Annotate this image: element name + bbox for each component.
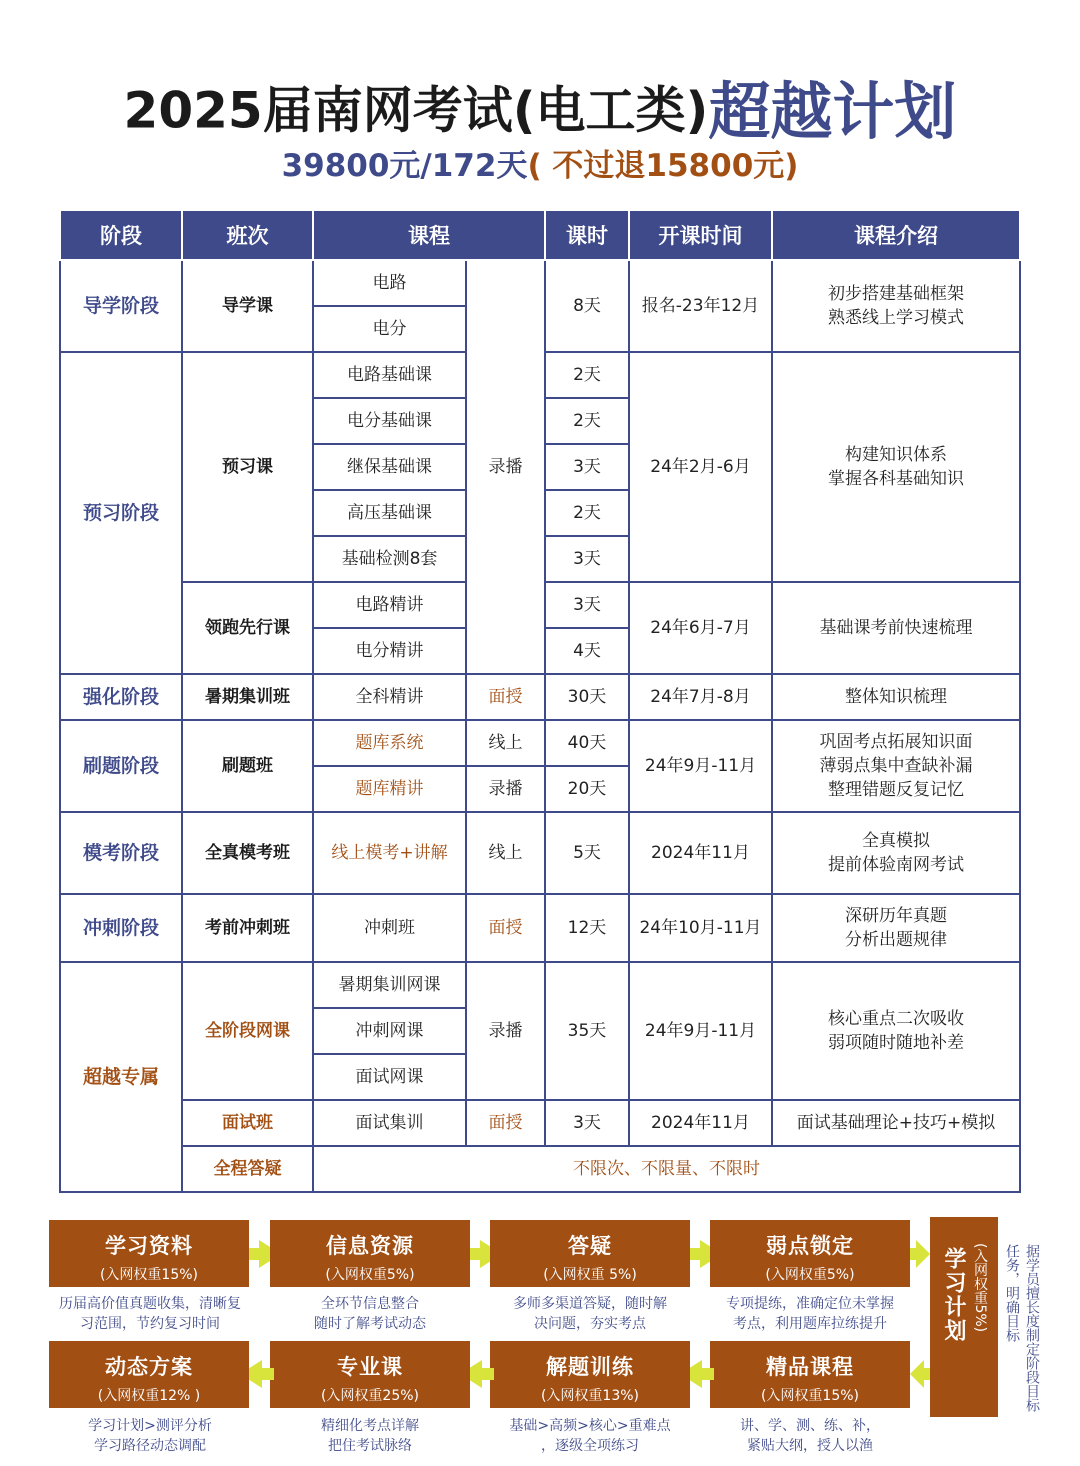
flow-desc bbox=[700, 1294, 920, 1334]
mode-cell: 录播 bbox=[466, 260, 545, 674]
table-header-row bbox=[60, 210, 1020, 260]
hours-cell: 40天 bbox=[545, 720, 629, 766]
flow-desc bbox=[260, 1416, 480, 1456]
class-cell: 面试班 bbox=[182, 1100, 313, 1146]
box-weight: (入网权重12% ) bbox=[97, 1388, 201, 1404]
hours-cell: 3天 bbox=[545, 1100, 629, 1146]
header-intro: 课程介绍 bbox=[772, 210, 1020, 260]
table-row bbox=[60, 894, 1020, 962]
course-cell: 电路 bbox=[313, 260, 466, 306]
title-accent: 超越计划 bbox=[708, 75, 957, 148]
course-cell: 电分精讲 bbox=[313, 628, 466, 674]
intro-line: 构建知识体系 bbox=[845, 445, 947, 465]
intro-cell bbox=[772, 352, 1020, 582]
course-cell: 高压基础课 bbox=[313, 490, 466, 536]
hours-cell: 3天 bbox=[545, 536, 629, 582]
class-cell: 考前冲刺班 bbox=[182, 894, 313, 962]
title-main: 2025届南网考试(电工类) bbox=[123, 81, 709, 140]
desc-line: 历届高价值真题收集，清晰复 bbox=[59, 1296, 241, 1312]
date-cell: 24年9月-11月 bbox=[629, 962, 772, 1100]
box-title: 精品课程 bbox=[766, 1355, 854, 1379]
flow-box-plan bbox=[930, 1217, 998, 1417]
schedule-table bbox=[59, 209, 1021, 1193]
course-cell: 电路基础课 bbox=[313, 352, 466, 398]
box-title: 答疑 bbox=[568, 1234, 612, 1258]
stage-cell: 预习阶段 bbox=[60, 352, 182, 674]
mode-cell: 面授 bbox=[466, 674, 545, 720]
stage-cell: 模考阶段 bbox=[60, 812, 182, 894]
box-weight: (入网权重15%) bbox=[760, 1388, 860, 1404]
intro-cell bbox=[772, 812, 1020, 894]
hours-cell: 2天 bbox=[545, 398, 629, 444]
stage-cell: 导学阶段 bbox=[60, 260, 182, 352]
intro-cell: 整体知识梳理 bbox=[772, 674, 1020, 720]
class-cell: 导学课 bbox=[182, 260, 313, 352]
stage-cell: 冲刺阶段 bbox=[60, 894, 182, 962]
course-cell: 电路精讲 bbox=[313, 582, 466, 628]
stage-cell: 超越专属 bbox=[60, 962, 182, 1192]
box-weight: (入网权重15%) bbox=[99, 1267, 199, 1283]
mode-cell: 录播 bbox=[466, 766, 545, 812]
desc-line: 考点，利用题库拉练提升 bbox=[733, 1316, 887, 1332]
page-title bbox=[0, 62, 1080, 151]
flow-box-quality bbox=[710, 1341, 910, 1408]
class-cell: 刷题班 bbox=[182, 720, 313, 812]
flow-box-qa bbox=[490, 1220, 690, 1287]
course-cell: 线上模考+讲解 bbox=[313, 812, 466, 894]
course-cell: 暑期集训网课 bbox=[313, 962, 466, 1008]
date-cell: 24年10月-11月 bbox=[629, 894, 772, 962]
price-line bbox=[0, 140, 1080, 185]
hours-cell: 35天 bbox=[545, 962, 629, 1100]
date-cell: 24年9月-11月 bbox=[629, 720, 772, 812]
hours-cell: 4天 bbox=[545, 628, 629, 674]
flow-box-solving bbox=[490, 1341, 690, 1408]
intro-line: 分析出题规律 bbox=[845, 930, 947, 950]
table-row bbox=[60, 260, 1020, 306]
course-cell: 电分 bbox=[313, 306, 466, 352]
course-cell: 题库精讲 bbox=[313, 766, 466, 812]
flow-desc bbox=[260, 1294, 480, 1334]
hours-cell: 3天 bbox=[545, 582, 629, 628]
course-cell: 面试网课 bbox=[313, 1054, 466, 1100]
intro-cell: 基础课考前快速梳理 bbox=[772, 582, 1020, 674]
intro-cell: 面试基础理论+技巧+模拟 bbox=[772, 1100, 1020, 1146]
intro-line: 熟悉线上学习模式 bbox=[828, 308, 964, 328]
price: 39800元/172天 bbox=[281, 148, 528, 184]
box-weight: (入网权重25%) bbox=[320, 1388, 420, 1404]
desc-line: 多师多渠道答疑，随时解 bbox=[513, 1296, 667, 1312]
plan-title: 学习计划 bbox=[941, 1247, 966, 1343]
header-stage: 阶段 bbox=[60, 210, 182, 260]
mode-cell: 线上 bbox=[466, 812, 545, 894]
class-cell: 领跑先行课 bbox=[182, 582, 313, 674]
table-row bbox=[60, 1100, 1020, 1146]
desc-line: 讲、学、测、练、补， bbox=[740, 1418, 880, 1434]
class-cell: 暑期集训班 bbox=[182, 674, 313, 720]
mode-cell: 面授 bbox=[466, 894, 545, 962]
desc-line: 习范围，节约复习时间 bbox=[80, 1316, 220, 1332]
hours-cell: 20天 bbox=[545, 766, 629, 812]
course-cell: 冲刺班 bbox=[313, 894, 466, 962]
intro-line: 提前体验南网考试 bbox=[828, 855, 964, 875]
mode-cell: 录播 bbox=[466, 962, 545, 1100]
flow-desc bbox=[480, 1294, 700, 1334]
desc-line: 学习计划>测评分析 bbox=[88, 1418, 212, 1434]
arrow-left-icon bbox=[482, 1368, 494, 1380]
box-title: 学习资料 bbox=[105, 1234, 193, 1258]
desc-line: 决问题，夯实考点 bbox=[534, 1316, 646, 1332]
hours-cell: 12天 bbox=[545, 894, 629, 962]
flow-desc bbox=[40, 1416, 260, 1456]
box-title: 信息资源 bbox=[326, 1234, 414, 1258]
header-course: 课程 bbox=[313, 210, 545, 260]
box-weight: (入网权重5%) bbox=[325, 1267, 415, 1283]
intro-line: 弱项随时随地补差 bbox=[828, 1033, 964, 1053]
intro-line: 整理错题反复记忆 bbox=[828, 780, 964, 800]
intro-line: 初步搭建基础框架 bbox=[828, 284, 964, 304]
plan-weight: (入网权重5%) bbox=[972, 1243, 988, 1333]
intro-line: 巩固考点拓展知识面 bbox=[819, 732, 973, 752]
table-row bbox=[60, 1146, 1020, 1192]
desc-line: ，逐级全项练习 bbox=[541, 1438, 639, 1454]
course-cell: 面试集训 bbox=[313, 1100, 466, 1146]
box-title: 解题训练 bbox=[546, 1355, 634, 1379]
flow-desc bbox=[40, 1294, 260, 1334]
desc-line: 紧贴大纲，授人以渔 bbox=[747, 1438, 873, 1454]
hours-cell: 2天 bbox=[545, 490, 629, 536]
course-cell: 基础检测8套 bbox=[313, 536, 466, 582]
flow-box-materials bbox=[49, 1220, 249, 1287]
course-cell: 冲刺网课 bbox=[313, 1008, 466, 1054]
box-title: 弱点锁定 bbox=[766, 1234, 854, 1258]
desc-line: 专项提练，准确定位未掌握 bbox=[726, 1296, 894, 1312]
arrow-left-icon bbox=[702, 1368, 714, 1380]
class-cell: 全真模考班 bbox=[182, 812, 313, 894]
stage-cell: 强化阶段 bbox=[60, 674, 182, 720]
mode-cell: 面授 bbox=[466, 1100, 545, 1146]
intro-line: 掌握各科基础知识 bbox=[828, 469, 964, 489]
table-row bbox=[60, 812, 1020, 894]
date-cell: 2024年11月 bbox=[629, 812, 772, 894]
table-row bbox=[60, 720, 1020, 766]
intro-line: 核心重点二次吸收 bbox=[828, 1009, 964, 1029]
box-weight: (入网权重5%) bbox=[765, 1267, 855, 1283]
arrow-left-icon bbox=[918, 1368, 930, 1380]
hours-cell: 5天 bbox=[545, 812, 629, 894]
date-cell: 报名-23年12月 bbox=[629, 260, 772, 352]
flow-box-dynamic bbox=[49, 1341, 249, 1408]
date-cell: 24年7月-8月 bbox=[629, 674, 772, 720]
header-hours: 课时 bbox=[545, 210, 629, 260]
desc-line: 把住考试脉络 bbox=[328, 1438, 412, 1454]
stage-cell: 刷题阶段 bbox=[60, 720, 182, 812]
intro-cell bbox=[772, 720, 1020, 812]
qa-cell: 不限次、不限量、不限时 bbox=[313, 1146, 1020, 1192]
table-row bbox=[60, 962, 1020, 1008]
class-cell: 全阶段网课 bbox=[182, 962, 313, 1100]
hours-cell: 2天 bbox=[545, 352, 629, 398]
desc-line: 随时了解考试动态 bbox=[314, 1316, 426, 1332]
desc-line: 基础>高频>核心>重难点 bbox=[509, 1418, 671, 1434]
class-cell: 预习课 bbox=[182, 352, 313, 582]
flow-box-weakpoint bbox=[710, 1220, 910, 1287]
box-title: 动态方案 bbox=[105, 1355, 193, 1379]
hours-cell: 3天 bbox=[545, 444, 629, 490]
mode-cell: 线上 bbox=[466, 720, 545, 766]
plan-desc: 据学员擅长度制定阶段目标任务，明确目标 bbox=[1004, 1244, 1040, 1412]
box-weight: (入网权重 5%) bbox=[543, 1267, 637, 1283]
flow-desc bbox=[480, 1416, 700, 1456]
hours-cell: 30天 bbox=[545, 674, 629, 720]
flow-desc bbox=[700, 1416, 920, 1456]
desc-line: 全环节信息整合 bbox=[321, 1296, 419, 1312]
flow-box-major bbox=[270, 1341, 470, 1408]
course-cell: 题库系统 bbox=[313, 720, 466, 766]
desc-line: 精细化考点详解 bbox=[321, 1418, 419, 1434]
flow-box-info bbox=[270, 1220, 470, 1287]
desc-line: 学习路径动态调配 bbox=[94, 1438, 206, 1454]
course-cell: 电分基础课 bbox=[313, 398, 466, 444]
hours-cell: 8天 bbox=[545, 260, 629, 352]
box-title: 专业课 bbox=[337, 1355, 403, 1379]
intro-cell bbox=[772, 894, 1020, 962]
intro-line: 全真模拟 bbox=[862, 831, 930, 851]
arrow-left-icon bbox=[262, 1368, 274, 1380]
header-class: 班次 bbox=[182, 210, 313, 260]
intro-cell bbox=[772, 962, 1020, 1100]
date-cell: 24年6月-7月 bbox=[629, 582, 772, 674]
date-cell: 24年2月-6月 bbox=[629, 352, 772, 582]
box-weight: (入网权重13%) bbox=[540, 1388, 640, 1404]
header-start: 开课时间 bbox=[629, 210, 772, 260]
class-cell: 全程答疑 bbox=[182, 1146, 313, 1192]
table-row bbox=[60, 674, 1020, 720]
arrow-right-icon bbox=[916, 1240, 930, 1268]
course-cell: 继保基础课 bbox=[313, 444, 466, 490]
date-cell: 2024年11月 bbox=[629, 1100, 772, 1146]
intro-line: 深研历年真题 bbox=[845, 906, 947, 926]
course-cell: 全科精讲 bbox=[313, 674, 466, 720]
intro-line: 薄弱点集中查缺补漏 bbox=[819, 756, 973, 776]
refund-note: ( 不过退15800元) bbox=[527, 148, 799, 184]
intro-cell bbox=[772, 260, 1020, 352]
